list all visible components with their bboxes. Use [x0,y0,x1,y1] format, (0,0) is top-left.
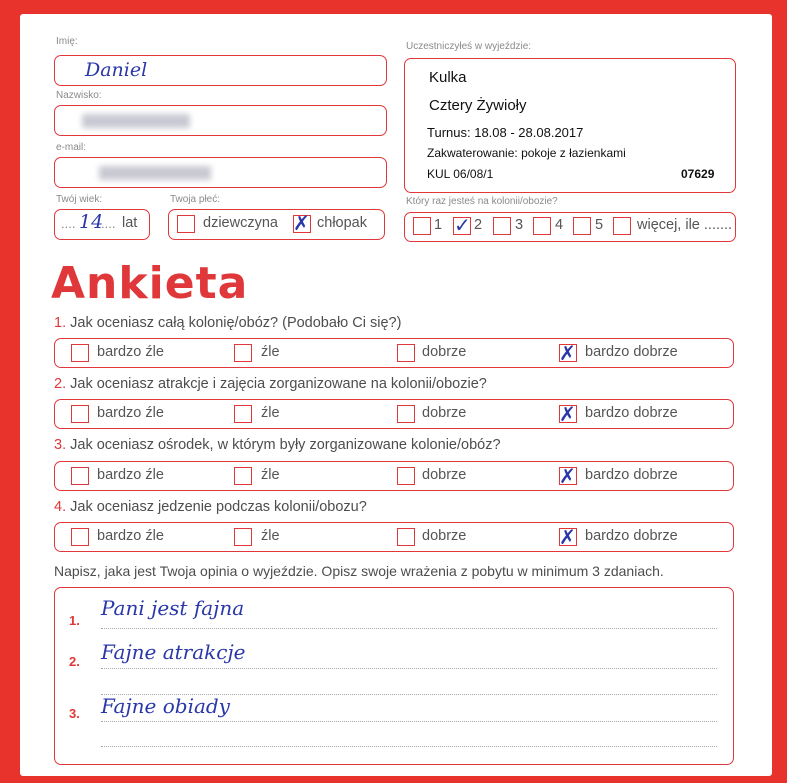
age-unit: lat [122,215,138,231]
email-redacted [99,166,211,180]
q1-option-very-good: bardzo dobrze [585,344,678,360]
camp-number: 07629 [681,167,715,181]
camp-accommodation-label: Zakwaterowanie: [427,146,518,160]
name-value: Daniel [85,59,148,81]
times-option-1: 1 [434,217,443,233]
times-checkbox-3[interactable] [493,217,511,235]
q2-checkbox-bad[interactable] [234,405,252,423]
q1-checkbox-very-bad[interactable] [71,344,89,362]
survey-sheet [20,14,772,776]
times-field [404,212,736,242]
surname-redacted [82,114,190,128]
opinion-box[interactable] [54,587,734,765]
camp-theme: Cztery Żywioły [429,97,527,114]
times-checkbox-more[interactable] [613,217,631,235]
name-field[interactable] [54,55,387,86]
q1-option-bad: źle [261,344,280,360]
question-4 [54,499,367,515]
age-dots-right: .... [101,216,116,231]
q1-checkbox-very-good[interactable] [559,341,577,365]
times-option-2: 2 [474,217,483,233]
q4-option-very-good: bardzo dobrze [585,528,678,544]
opinion-1-number: 1. [69,613,80,628]
gender-checkbox-girl[interactable] [177,215,195,233]
camp-accommodation-value: pokoje z łazienkami [521,146,626,160]
question-1-answers [54,338,734,368]
q1-option-very-bad: bardzo źle [97,344,164,360]
gender-checkbox-boy[interactable] [293,211,311,235]
question-2-number: 2. [54,376,67,392]
check-mark-icon: ✗ [559,402,576,426]
check-mark-icon: ✗ [293,211,310,235]
check-mark-icon: ✓ [454,213,471,237]
question-4-text: Jak oceniasz jedzenie podczas kolonii/obozu? [70,499,367,515]
q4-option-very-bad: bardzo źle [97,528,164,544]
times-checkbox-5[interactable] [573,217,591,235]
question-1-text: Jak oceniasz całą kolonię/obóz? (Podobało Ci się?) [70,315,402,331]
gender-field [168,209,385,240]
q3-checkbox-bad[interactable] [234,467,252,485]
surname-field[interactable] [54,105,387,136]
q3-option-bad: źle [261,467,280,483]
q2-option-good: dobrze [422,405,467,421]
opinion-prompt: Napisz, jaka jest Twoja opinia o wyjeździe. Opisz swoje wrażenia z pobytu w minimum 3 zdaniach. [54,563,664,579]
q1-option-good: dobrze [422,344,467,360]
age-field[interactable] [54,209,150,240]
opinion-line-1 [101,628,717,629]
opinion-2-text: Fajne atrakcje [101,640,246,664]
times-checkbox-4[interactable] [533,217,551,235]
email-field[interactable] [54,157,387,188]
q4-option-good: dobrze [422,528,467,544]
camp-accommodation [427,146,626,160]
times-label: Który raz jesteś na kolonii/obozie? [406,196,558,207]
q2-checkbox-very-bad[interactable] [71,405,89,423]
q2-checkbox-good[interactable] [397,405,415,423]
camp-name: Kulka [429,69,467,86]
question-3-answers [54,461,734,491]
question-3 [54,437,501,453]
question-4-answers [54,522,734,552]
opinion-line-5 [101,746,717,747]
q2-checkbox-very-good[interactable] [559,402,577,426]
q4-checkbox-very-bad[interactable] [71,528,89,546]
email-label: e-mail: [56,142,87,153]
opinion-3-number: 3. [69,706,80,721]
opinion-line-4 [101,721,717,722]
q3-option-good: dobrze [422,467,467,483]
gender-option-girl: dziewczyna [203,215,278,231]
q3-option-very-bad: bardzo źle [97,467,164,483]
opinion-1-text: Pani jest fajna [101,596,245,620]
age-dots-left: .... [61,216,76,231]
q2-option-very-good: bardzo dobrze [585,405,678,421]
question-3-number: 3. [54,437,67,453]
q3-checkbox-very-good[interactable] [559,464,577,488]
survey-title: Ankieta [51,258,249,309]
q1-checkbox-bad[interactable] [234,344,252,362]
question-1 [54,315,401,331]
check-mark-icon: ✗ [559,341,576,365]
times-option-4: 4 [555,217,564,233]
times-option-5: 5 [595,217,604,233]
question-1-number: 1. [54,315,67,331]
camp-turnus-label: Turnus: [427,125,471,140]
q4-checkbox-good[interactable] [397,528,415,546]
name-label: Imię: [56,36,78,47]
gender-option-boy: chłopak [317,215,367,231]
camp-code: KUL 06/08/1 [427,167,494,181]
opinion-2-number: 2. [69,654,80,669]
check-mark-icon: ✗ [559,525,576,549]
check-mark-icon: ✗ [559,464,576,488]
q4-option-bad: źle [261,528,280,544]
age-label: Twój wiek: [56,194,103,205]
times-option-more: więcej, ile ....... [637,217,733,233]
age-value: 14 [79,211,104,233]
question-2 [54,376,487,392]
q3-checkbox-very-bad[interactable] [71,467,89,485]
times-checkbox-2[interactable] [453,213,471,237]
surname-label: Nazwisko: [56,90,102,101]
camp-turnus-value: 18.08 - 28.08.2017 [474,125,584,140]
opinion-3-text: Fajne obiady [101,694,230,718]
question-4-number: 4. [54,499,67,515]
question-2-text: Jak oceniasz atrakcje i zajęcia zorganizowane na kolonii/obozie? [70,376,487,392]
q4-checkbox-bad[interactable] [234,528,252,546]
q3-option-very-good: bardzo dobrze [585,467,678,483]
camp-turnus [427,125,583,140]
opinion-line-2 [101,668,717,669]
times-checkbox-1[interactable] [413,217,431,235]
gender-label: Twoja płeć: [170,194,221,205]
camp-info-box [404,58,736,193]
participant-label: Uczestniczyłeś w wyjeździe: [406,41,532,52]
q4-checkbox-very-good[interactable] [559,525,577,549]
question-2-answers [54,399,734,429]
times-option-3: 3 [515,217,524,233]
question-3-text: Jak oceniasz ośrodek, w którym były zorganizowane kolonie/obóz? [70,437,501,453]
q2-option-bad: źle [261,405,280,421]
q2-option-very-bad: bardzo źle [97,405,164,421]
q3-checkbox-good[interactable] [397,467,415,485]
q1-checkbox-good[interactable] [397,344,415,362]
